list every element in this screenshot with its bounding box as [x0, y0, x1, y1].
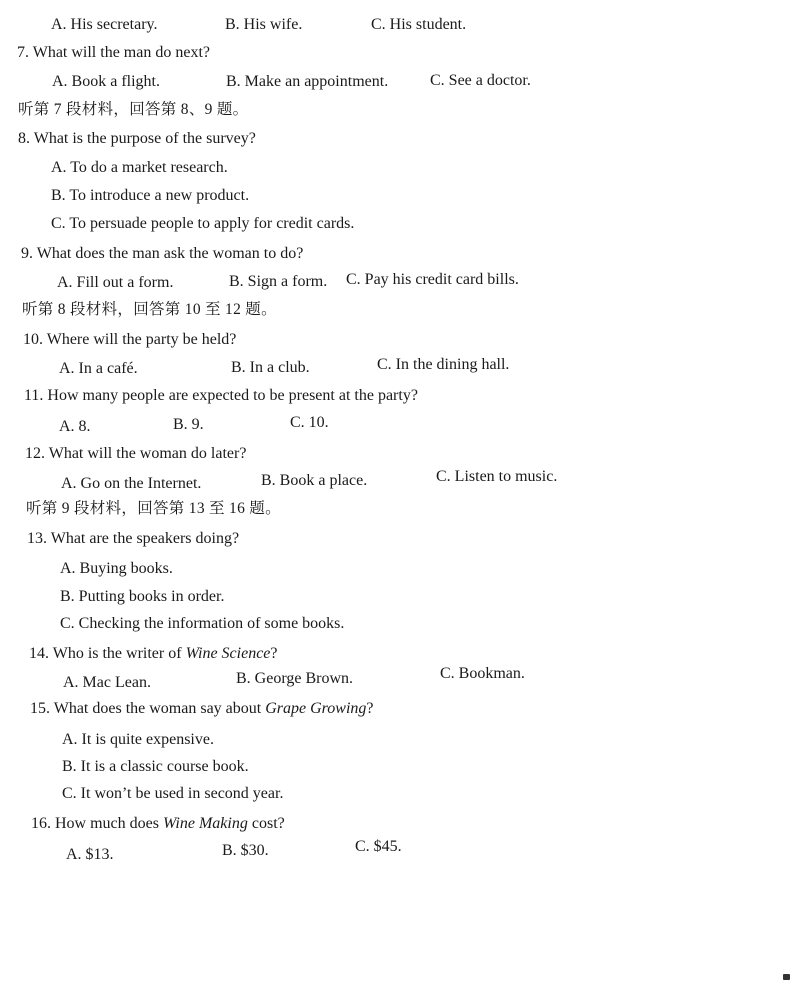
q9-option-b: B. Sign a form. [229, 273, 328, 290]
question-13: 13. What are the speakers doing? [27, 530, 240, 547]
question-11: 11. How many people are expected to be present at the party? [24, 387, 418, 404]
book-title-wine-science: Wine Science [185, 645, 271, 662]
q13-option-a: A. Buying books. [60, 560, 173, 577]
q6-option-a: A. His secretary. [51, 16, 158, 33]
q16-option-a: A. $13. [66, 846, 114, 863]
question-8: 8. What is the purpose of the survey? [18, 130, 256, 147]
q15-option-c: C. It won’t be used in second year. [62, 785, 284, 802]
logo-icon [783, 974, 790, 980]
book-title-wine-making: Wine Making [162, 815, 248, 832]
q7-option-a: A. Book a flight. [52, 73, 160, 90]
q14-option-c: C. Bookman. [440, 665, 525, 682]
book-title-grape-growing: Grape Growing [265, 700, 367, 717]
q8-option-b: B. To introduce a new product. [51, 187, 250, 204]
q6-option-b: B. His wife. [225, 16, 303, 33]
q11-option-a: A. 8. [59, 418, 91, 435]
q7-option-c: C. See a doctor. [430, 72, 531, 89]
q15-option-b: B. It is a classic course book. [62, 758, 249, 775]
q9-option-a: A. Fill out a form. [57, 274, 174, 291]
question-9: 9. What does the man ask the woman to do? [21, 245, 304, 262]
question-15 [30, 699, 374, 719]
question-16 [31, 814, 285, 834]
question-7: 7. What will the man do next? [17, 44, 210, 61]
q14-option-a: A. Mac Lean. [63, 674, 151, 691]
q11-option-c: C. 10. [290, 414, 329, 431]
q15-option-a: A. It is quite expensive. [62, 731, 214, 748]
section-9-instruction: 听第 9 段材料，回答第 13 至 16 题。 [26, 500, 281, 517]
q12-option-c: C. Listen to music. [436, 468, 558, 485]
question-16-text: 16. How much does [31, 815, 163, 832]
q13-option-b: B. Putting books in order. [60, 588, 225, 605]
question-14 [29, 644, 278, 664]
q13-option-c: C. Checking the information of some books. [60, 615, 345, 632]
q12-option-b: B. Book a place. [261, 472, 368, 489]
q8-option-c: C. To persuade people to apply for credit cards. [51, 215, 355, 232]
q12-option-a: A. Go on the Internet. [61, 475, 202, 492]
q6-option-c: C. His student. [371, 16, 467, 33]
corner-logo [783, 974, 790, 980]
q14-option-b: B. George Brown. [236, 670, 354, 687]
q8-option-a: A. To do a market research. [51, 159, 228, 176]
question-10: 10. Where will the party be held? [23, 331, 237, 348]
q16-option-b: B. $30. [222, 842, 269, 859]
q10-option-b: B. In a club. [231, 359, 310, 376]
question-15-mark: ? [366, 700, 374, 717]
section-7-instruction: 听第 7 段材料，回答第 8、9 题。 [18, 101, 249, 118]
q11-option-b: B. 9. [173, 416, 204, 433]
question-16-mark: cost? [247, 815, 285, 832]
q9-option-c: C. Pay his credit card bills. [346, 271, 519, 288]
question-14-mark: ? [270, 645, 278, 662]
q16-option-c: C. $45. [355, 838, 402, 855]
question-15-text: 15. What does the woman say about [30, 700, 266, 717]
q10-option-a: A. In a café. [59, 360, 138, 377]
section-8-instruction: 听第 8 段材料，回答第 10 至 12 题。 [22, 301, 277, 318]
q10-option-c: C. In the dining hall. [377, 356, 510, 373]
question-14-text: 14. Who is the writer of [29, 645, 186, 662]
q7-option-b: B. Make an appointment. [226, 73, 389, 90]
question-12: 12. What will the woman do later? [25, 445, 247, 462]
